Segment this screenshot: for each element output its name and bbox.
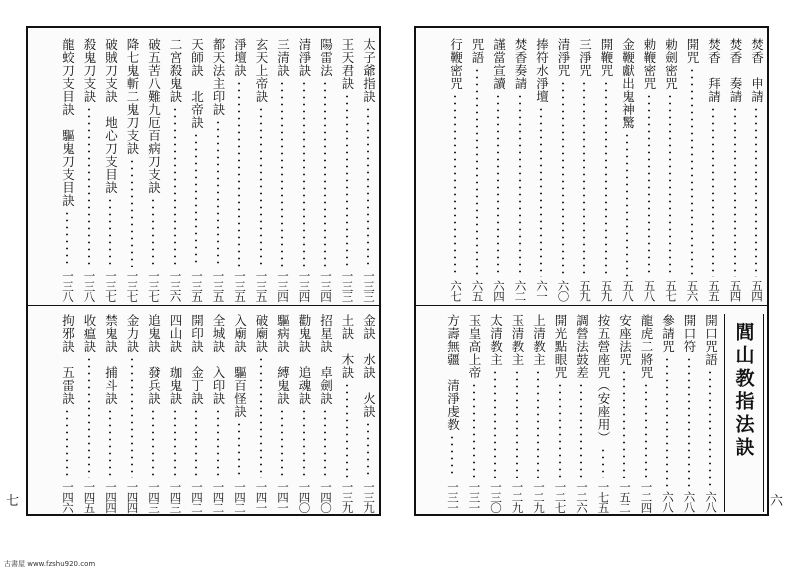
toc-entry-page: 一四一 [254, 480, 269, 512]
leader-dots [281, 80, 283, 267]
leader-dots [260, 356, 262, 478]
toc-entry[interactable] [315, 38, 337, 301]
toc-entry-page: 一四三 [168, 480, 183, 512]
divider-line [28, 305, 379, 306]
leader-dots [238, 80, 240, 267]
toc-entry-page: 一三九 [362, 480, 376, 512]
toc-entry-title: 上清教主 [531, 314, 547, 366]
toc-entry[interactable] [186, 314, 208, 512]
toc-entry-title: 方壽無疆 清淨虔教 [445, 314, 461, 431]
leader-dots [562, 80, 564, 277]
toc-entry-page: 一三九 [340, 480, 355, 512]
toc-entry-page: 一三〇 [489, 480, 503, 512]
toc-entry-page: 五九 [599, 280, 614, 301]
toc-entry[interactable] [358, 38, 380, 301]
toc-entry-title: 咒語 [470, 38, 485, 64]
toc-entry-page: 六八 [661, 491, 675, 512]
toc-entry-title: 清淨咒 [556, 38, 571, 77]
toc-entry-page: 五九 [578, 280, 592, 301]
toc-entry-page: 一二九 [510, 480, 525, 512]
toc-entry[interactable] [293, 314, 315, 512]
toc-entry-page: 一二四 [639, 480, 654, 512]
toc-entry-page: 一三七 [104, 269, 118, 301]
toc-entry[interactable] [164, 38, 186, 301]
toc-entry-title: 按五營座咒（安座用） [596, 314, 611, 444]
left-page-top-section [28, 38, 379, 301]
toc-entry[interactable] [506, 314, 528, 512]
leader-dots [709, 369, 711, 488]
toc-entry-title: 勅劍密咒 [663, 38, 679, 90]
toc-entry-page: 一三八 [82, 269, 97, 301]
toc-entry-title: 驅病訣 縛鬼訣 [275, 314, 291, 405]
toc-entry[interactable] [207, 38, 229, 301]
toc-entry[interactable] [466, 38, 488, 301]
toc-entry[interactable] [229, 38, 251, 301]
toc-entry-page: 六一 [535, 280, 549, 301]
right-page-top-section [416, 38, 767, 301]
toc-entry-title: 陽雷法 [318, 38, 334, 77]
toc-entry-page: 五六 [685, 280, 700, 301]
leader-dots [66, 210, 68, 267]
toc-entry[interactable] [186, 38, 208, 301]
toc-entry-title: 收瘟訣 [82, 314, 97, 353]
toc-entry[interactable] [660, 38, 682, 301]
toc-entry-page: 六〇 [556, 280, 571, 301]
toc-entry-page: 一三八 [61, 269, 75, 301]
toc-entry[interactable] [207, 314, 229, 512]
toc-entry-page: 五七 [664, 280, 678, 301]
toc-entry-title: 焚香 奏請 [728, 38, 743, 103]
toc-entry[interactable] [143, 314, 165, 512]
toc-entry-title: 清淨訣 [297, 38, 312, 77]
leader-dots [109, 408, 111, 478]
toc-entry[interactable] [250, 38, 272, 301]
leader-dots [152, 197, 154, 267]
toc-entry-title: 行鞭密咒 [448, 38, 464, 90]
toc-entry-title: 捧符水淨壇 [534, 38, 550, 103]
toc-entry[interactable] [595, 38, 617, 301]
toc-entry-page: 一四五 [82, 480, 97, 512]
leader-dots [281, 408, 283, 478]
toc-entry-title: 都天法主印訣 [211, 38, 226, 116]
toc-entry[interactable] [336, 38, 358, 301]
toc-entry-page: 一三四 [319, 269, 333, 301]
toc-entry[interactable] [336, 314, 358, 512]
leader-dots [626, 132, 628, 277]
toc-entry-title: 天師訣 北帝訣 [189, 38, 205, 129]
toc-entry-title: 四山訣 珈鬼訣 [168, 314, 183, 405]
toc-entry[interactable] [552, 38, 574, 301]
toc-entry-title: 龍蛟刀支目訣 驅鬼刀支目訣 [60, 38, 76, 207]
toc-entry-page: 六五 [470, 280, 485, 301]
toc-entry[interactable] [488, 38, 510, 301]
toc-entry-page: 五八 [642, 280, 657, 301]
toc-entry-page: 一三四 [297, 269, 312, 301]
leader-dots [217, 408, 219, 478]
toc-entry-title: 開印訣 金丁訣 [189, 314, 205, 405]
toc-entry-title: 參請咒 [660, 314, 676, 353]
left-page-bottom-section [28, 314, 379, 512]
leader-dots [260, 106, 262, 267]
toc-entry-title: 追鬼訣 發兵訣 [146, 314, 162, 405]
right-page [414, 26, 769, 516]
leader-dots [473, 382, 475, 478]
toc-entry-page: 六四 [492, 280, 506, 301]
toc-entry[interactable] [746, 38, 768, 301]
toc-entry-page: 一三五 [190, 269, 204, 301]
toc-entry-title: 破廟訣 [254, 314, 269, 353]
left-page [26, 26, 381, 516]
toc-entry-title: 禁鬼訣 捕斗訣 [103, 314, 119, 405]
book-title: 閭山教指法訣 [732, 322, 755, 460]
toc-entry[interactable] [724, 38, 746, 301]
toc-entry-title: 調營法鼓差 [574, 314, 590, 379]
toc-entry[interactable] [574, 38, 596, 301]
leader-dots [454, 93, 456, 277]
toc-entry[interactable] [549, 314, 571, 512]
toc-entry-page: 六二 [513, 280, 528, 301]
toc-entry-page: 一二六 [575, 480, 589, 512]
leader-dots [580, 382, 582, 478]
toc-entry-page: 一四四 [125, 480, 140, 512]
toc-entry[interactable] [617, 38, 639, 301]
toc-entry[interactable] [272, 314, 294, 512]
toc-entry-title: 太清教主 [488, 314, 504, 366]
toc-entry[interactable] [463, 314, 485, 512]
leader-dots [648, 93, 650, 277]
toc-entry[interactable] [678, 314, 700, 512]
toc-entry-page: 一三七 [125, 269, 140, 301]
toc-entry[interactable] [229, 314, 251, 512]
leader-dots [303, 408, 305, 478]
toc-entry-page: 一三三 [340, 269, 355, 301]
toc-entry-title: 淨壇訣 [232, 38, 248, 77]
leader-dots [623, 369, 625, 478]
leader-dots [516, 369, 518, 478]
toc-entry[interactable] [315, 314, 337, 512]
toc-entry-page: 一二七 [553, 480, 568, 512]
toc-entry-title: 土訣 木訣 [340, 314, 355, 379]
leader-dots [66, 408, 68, 478]
toc-entry-title: 招星訣 卓劍訣 [318, 314, 334, 405]
toc-entry[interactable] [442, 314, 464, 512]
toc-entry-title: 破五苦八難九厄百病刀支訣 [146, 38, 162, 194]
toc-entry-page: 五四 [728, 280, 743, 301]
toc-entry[interactable] [635, 314, 657, 512]
toc-entry[interactable] [531, 38, 553, 301]
toc-entry-page: 一三五 [233, 269, 247, 301]
toc-entry-title: 太子爺指訣 [361, 38, 377, 103]
toc-entry-title: 開光點眼咒 [553, 314, 568, 379]
toc-entry-title: 殺鬼刀支訣 [82, 38, 97, 103]
leader-dots [734, 106, 736, 277]
toc-entry[interactable] [614, 314, 636, 512]
toc-entry-page: 一四六 [61, 480, 75, 512]
toc-entry-page: 一三六 [168, 269, 183, 301]
leader-dots [238, 421, 240, 478]
toc-entry-title: 開口咒語 [703, 314, 719, 366]
toc-entry-page: 一四〇 [319, 480, 333, 512]
toc-entry-title: 開鞭咒 [599, 38, 614, 77]
toc-entry-page: 六七 [449, 280, 463, 301]
toc-entry-title: 開口符 [682, 314, 697, 353]
leader-dots [195, 408, 197, 478]
toc-entry-page: 一三五 [211, 269, 226, 301]
leader-dots [666, 356, 668, 488]
toc-entry[interactable] [485, 314, 507, 512]
leader-dots [691, 67, 693, 277]
leader-dots [109, 197, 111, 267]
toc-entry[interactable] [57, 314, 79, 512]
toc-entry-title: 勅鞭密咒 [642, 38, 657, 90]
toc-entry-title: 金訣 水訣 火訣 [361, 314, 377, 418]
leader-dots [324, 80, 326, 267]
leader-dots [712, 106, 714, 277]
leader-dots [131, 158, 133, 267]
toc-entry[interactable] [250, 314, 272, 512]
leader-dots [645, 382, 647, 478]
leader-dots [152, 408, 154, 478]
toc-entry-title: 焚香奏請 [513, 38, 528, 90]
toc-entry-page: 一四二 [190, 480, 204, 512]
toc-entry-page: 五八 [621, 280, 635, 301]
toc-entry-page: 一四二 [233, 480, 247, 512]
toc-entry[interactable] [57, 38, 79, 301]
leader-dots [559, 382, 561, 478]
toc-entry-title: 勸鬼訣 追魂訣 [297, 314, 312, 405]
toc-entry-title: 三淨咒 [577, 38, 593, 77]
toc-entry[interactable] [272, 38, 294, 301]
toc-entry[interactable] [445, 38, 467, 301]
leader-dots [174, 408, 176, 478]
toc-entry-title: 三清訣 [275, 38, 291, 77]
toc-entry[interactable] [100, 314, 122, 512]
page-number-right: 六 [770, 494, 784, 509]
toc-entry-title: 破賊刀支訣 地心刀支目訣 [103, 38, 119, 194]
leader-dots [346, 93, 348, 267]
leader-dots [88, 106, 90, 267]
toc-entry[interactable] [78, 314, 100, 512]
toc-entry-title: 安座法咒 [617, 314, 633, 366]
toc-entry-title: 焚香 拜請 [706, 38, 722, 103]
leader-dots [755, 106, 757, 277]
toc-entry-page: 一四二 [211, 480, 226, 512]
toc-entry[interactable] [528, 314, 550, 512]
toc-entry[interactable] [509, 38, 531, 301]
toc-entry-page: 一四三 [147, 480, 161, 512]
toc-entry-page: 六八 [682, 491, 697, 512]
toc-entry-page: 五四 [750, 280, 764, 301]
toc-entry[interactable] [592, 314, 614, 512]
leader-dots [497, 93, 499, 277]
leader-dots [217, 119, 219, 267]
page-number-left: 七 [6, 494, 20, 509]
toc-entry[interactable] [703, 38, 725, 301]
leader-dots [519, 93, 521, 277]
toc-entry[interactable] [100, 38, 122, 301]
leader-dots [688, 356, 690, 488]
toc-entry[interactable] [571, 314, 593, 512]
toc-entry[interactable] [78, 38, 100, 301]
toc-entry-title: 玉皇高上帝 [467, 314, 482, 379]
toc-entry-title: 降七鬼斬二鬼刀支訣 [125, 38, 140, 155]
toc-entry[interactable] [700, 314, 722, 512]
watermark: 古書屋 www.fzshu920.com [4, 560, 96, 568]
leader-dots [303, 80, 305, 267]
toc-entry-page: 一四四 [104, 480, 118, 512]
toc-entry-title: 拘邪訣 五雷訣 [60, 314, 76, 405]
leader-dots [131, 356, 133, 478]
toc-entry-page: 一三七 [147, 269, 161, 301]
toc-entry-page: 六八 [704, 491, 718, 512]
leader-dots [537, 369, 539, 478]
leader-dots [602, 447, 604, 478]
right-page-bottom-section [416, 314, 767, 512]
toc-entry[interactable] [164, 314, 186, 512]
leader-dots [583, 80, 585, 277]
leader-dots [174, 106, 176, 267]
toc-entry-page: 一二九 [532, 480, 546, 512]
leader-dots [451, 434, 453, 478]
toc-entry-page: 一三四 [276, 269, 290, 301]
toc-entry-title: 金鞭獻出鬼神驚 [620, 38, 636, 129]
leader-dots [346, 382, 348, 478]
toc-entry-page: 一四〇 [297, 480, 312, 512]
toc-entry[interactable] [638, 38, 660, 301]
toc-entry[interactable] [657, 314, 679, 512]
toc-entry-page: 一七五 [596, 480, 611, 512]
toc-entry-title: 焚香 申請 [749, 38, 765, 103]
leader-dots [367, 421, 369, 478]
toc-entry-title: 全城訣 入印訣 [211, 314, 226, 405]
leader-dots [669, 93, 671, 277]
toc-entry[interactable] [143, 38, 165, 301]
toc-entry-title: 王天君訣 [340, 38, 355, 90]
toc-entry-page: 一三三 [362, 269, 376, 301]
toc-entry[interactable] [121, 38, 143, 301]
toc-entry-title: 謹當宣讀 [491, 38, 507, 90]
toc-entry[interactable] [121, 314, 143, 512]
toc-entry-page: 一三一 [467, 480, 482, 512]
leader-dots [367, 106, 369, 267]
leader-dots [494, 369, 496, 478]
toc-entry-page: 一三一 [446, 480, 460, 512]
leader-dots [540, 106, 542, 277]
leader-dots [476, 67, 478, 277]
leader-dots [324, 408, 326, 478]
toc-entry-page: 一三五 [254, 269, 269, 301]
toc-entry-page: 一五二 [618, 480, 632, 512]
toc-entry-title: 龍虎二將咒 [639, 314, 654, 379]
toc-entry-page: 一四一 [276, 480, 290, 512]
leader-dots [195, 132, 197, 267]
toc-entry[interactable] [293, 38, 315, 301]
toc-entry-title: 入廟訣 驅百怪訣 [232, 314, 248, 418]
toc-entry-title: 玉清教主 [510, 314, 525, 366]
toc-entry-page: 五五 [707, 280, 721, 301]
toc-entry-title: 金力訣 [125, 314, 140, 353]
book-title-box [724, 314, 764, 512]
toc-entry[interactable] [358, 314, 380, 512]
leader-dots [88, 356, 90, 478]
toc-entry-title: 二宮殺鬼訣 [168, 38, 183, 103]
divider-line [416, 305, 767, 306]
leader-dots [605, 80, 607, 277]
toc-entry-title: 玄天上帝訣 [254, 38, 269, 103]
toc-entry[interactable] [681, 38, 703, 301]
toc-entry-title: 開咒 [685, 38, 700, 64]
